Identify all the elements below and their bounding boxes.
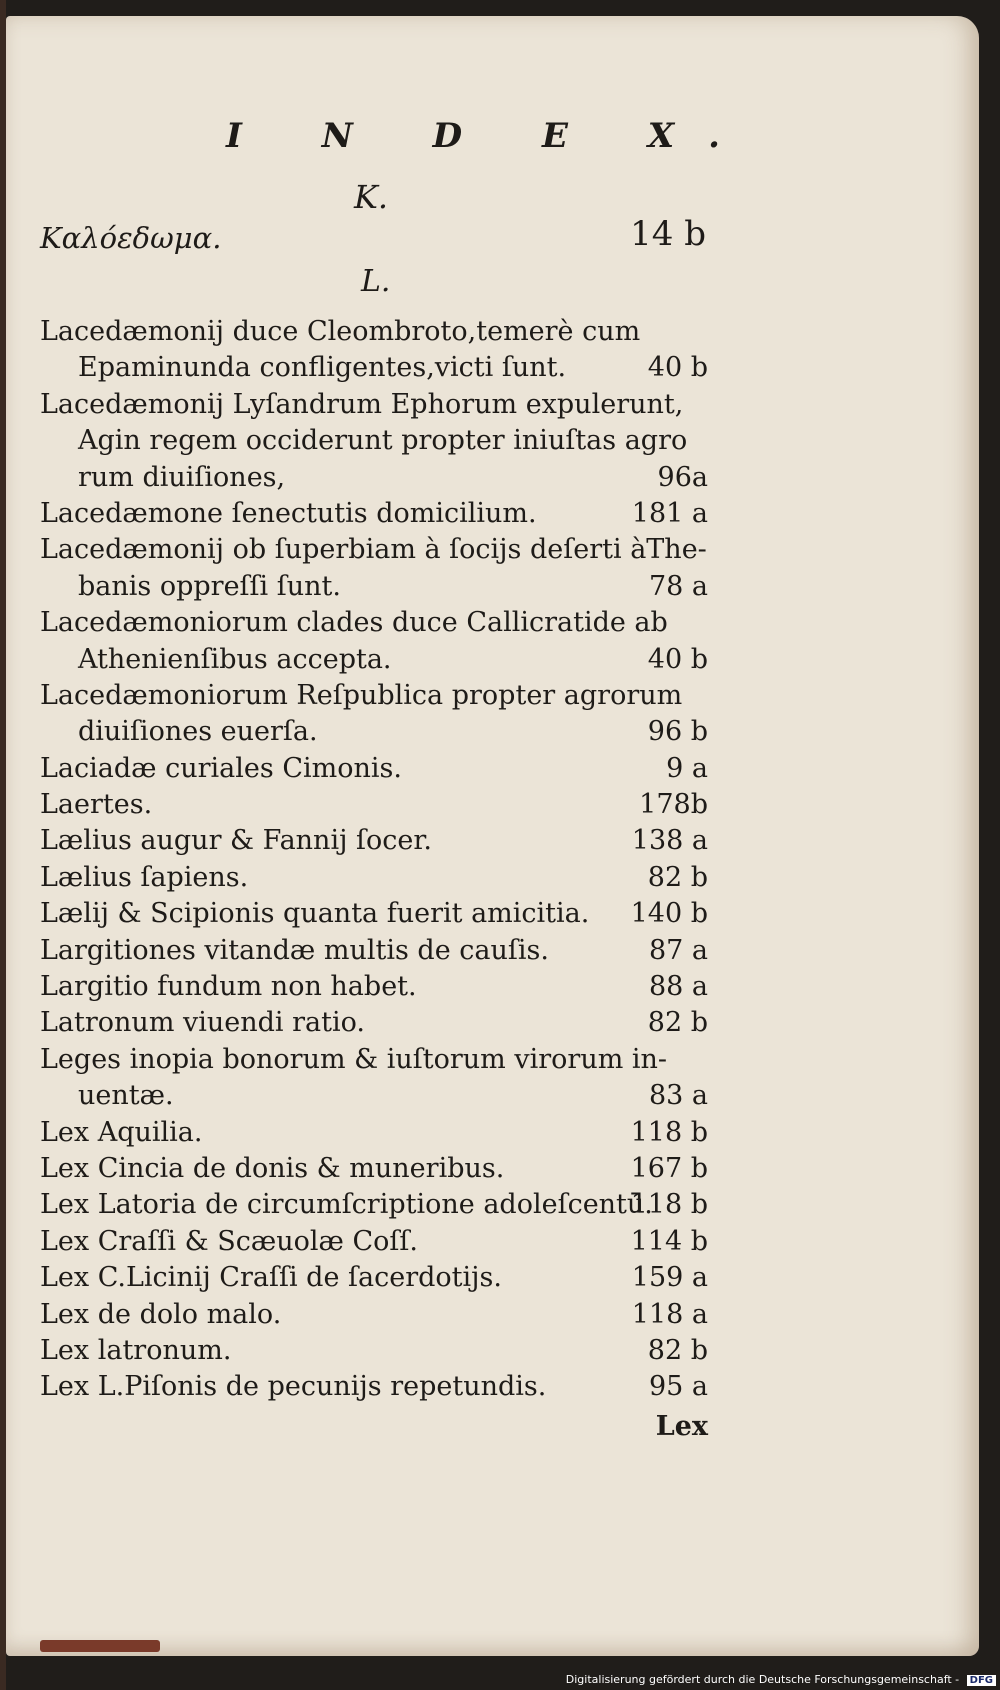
index-line-text: Lælius augur & Fannij ſocer. <box>40 825 432 857</box>
index-line-page: 96a <box>657 461 708 493</box>
index-line <box>40 933 708 969</box>
section-heading-k: K. <box>354 178 389 216</box>
index-line-page: 83 a <box>648 1080 708 1112</box>
index-line <box>40 423 708 459</box>
index-line <box>40 1042 708 1078</box>
index-line <box>40 496 708 532</box>
index-line <box>40 642 708 678</box>
index-line-text: Athenienſibus accepta. <box>78 643 392 675</box>
index-line-text: Lex de dolo malo. <box>40 1298 282 1330</box>
index-line <box>40 860 708 896</box>
index-line-text: banis oppreſſi ſunt. <box>78 570 341 602</box>
index-line <box>40 751 708 787</box>
index-line <box>40 1187 708 1223</box>
index-line-text: Largitiones vitandæ multis de cauſis. <box>40 934 549 966</box>
index-line-text: Lex Cincia de donis & muneribus. <box>40 1152 505 1184</box>
digitization-credit <box>566 1673 996 1686</box>
index-line-text: Laertes. <box>40 789 153 821</box>
index-line <box>40 823 708 859</box>
index-line <box>40 1115 708 1151</box>
index-entries <box>40 314 708 1406</box>
index-line <box>40 350 708 386</box>
index-line-text: Agin regem occiderunt propter iniuſtas agro <box>78 425 688 457</box>
index-line-page: 118 b <box>630 1116 708 1148</box>
greek-entry-text: Καλόεδωμα. <box>40 221 222 255</box>
index-line <box>40 569 708 605</box>
index-line-page: 118 b <box>630 1189 708 1221</box>
index-line-text: Lacedæmonij duce Cleombroto,temerè cum <box>40 316 641 347</box>
index-line-page: 96 b <box>647 716 708 748</box>
index-line-text: Lacedæmone ſenectutis domicilium. <box>40 497 537 529</box>
credit-text: Digitalisierung gefördert durch die Deutsche Forschungsgemeinschaft - <box>565 1673 960 1686</box>
index-line-page: 114 b <box>630 1225 708 1257</box>
index-line-page: 167 b <box>630 1152 708 1184</box>
greek-entry-page: 14 b <box>630 214 706 254</box>
index-line <box>40 1333 708 1369</box>
index-line <box>40 605 708 641</box>
index-line-text: Lacedæmoniorum clades duce Callicratide ab <box>40 607 668 639</box>
index-line <box>40 460 708 496</box>
index-line <box>40 1369 708 1405</box>
index-line-text: Lælij & Scipionis quanta fuerit amicitia. <box>40 898 590 930</box>
index-line-text: Lex C.Licinij Craſſi de ſacerdotijs. <box>40 1262 502 1294</box>
index-line <box>40 1260 708 1296</box>
index-line <box>40 1078 708 1114</box>
index-line-text: Leges inopia bonorum & iuſtorum virorum in- <box>40 1043 668 1075</box>
index-line-page: 40 b <box>647 352 708 384</box>
index-line-page: 118 a <box>631 1298 708 1330</box>
index-line-text: Lælius ſapiens. <box>40 861 249 893</box>
index-line-text: Lex Craſſi & Scæuolæ Coſſ. <box>40 1225 418 1257</box>
index-line-text: Lacedæmoniorum Reſpublica propter agrorum <box>40 679 683 711</box>
index-line <box>40 787 708 823</box>
index-line <box>40 314 708 350</box>
index-line-page: 181 a <box>631 497 708 529</box>
index-line-page: 78 a <box>648 570 708 602</box>
index-line <box>40 1151 708 1187</box>
index-line-page: 82 b <box>647 861 708 893</box>
index-line-text: rum diuiſiones, <box>78 461 286 493</box>
page-edge-mark <box>40 1640 160 1652</box>
index-line <box>40 969 708 1005</box>
index-line-text: diuiſiones euerſa. <box>78 716 318 748</box>
index-line-page: 159 a <box>631 1262 708 1294</box>
index-line <box>40 1224 708 1260</box>
index-line <box>40 1297 708 1333</box>
index-line <box>40 1005 708 1041</box>
index-line-text: Lex L.Piſonis de pecunijs repetundis. <box>40 1371 547 1403</box>
book-page <box>6 16 979 1656</box>
index-line <box>40 387 708 423</box>
index-line-page: 9 a <box>666 752 708 784</box>
index-line <box>40 896 708 932</box>
index-line <box>40 532 708 568</box>
index-line <box>40 678 708 714</box>
index-line-text: Lacedæmonij ob ſuperbiam à ſocijs deſerti àThe- <box>40 534 707 566</box>
index-line-page: 140 b <box>630 898 708 930</box>
dfg-logo: DFG <box>967 1675 996 1686</box>
index-line-text: Lex Aquilia. <box>40 1116 203 1148</box>
index-line-page: 87 a <box>648 934 708 966</box>
index-line-text: Lex latronum. <box>40 1334 232 1366</box>
index-line-page: 82 b <box>647 1334 708 1366</box>
index-line <box>40 714 708 750</box>
index-line-page: 178b <box>639 789 708 821</box>
index-line-page: 95 a <box>648 1371 708 1403</box>
section-heading-l: L. <box>361 264 391 299</box>
page-heading: I N D E X. <box>226 116 754 156</box>
index-line-text: uentæ. <box>78 1080 174 1112</box>
index-line-text: Latronum viuendi ratio. <box>40 1007 366 1039</box>
index-line-page: 40 b <box>647 643 708 675</box>
index-line-text: Laciadæ curiales Cimonis. <box>40 752 402 784</box>
index-line-text: Largitio fundum non habet. <box>40 971 417 1003</box>
index-line-page: 138 a <box>631 825 708 857</box>
catchword: Lex <box>655 1411 708 1442</box>
index-line-text: Lacedæmonij Lyſandrum Ephorum expulerunt, <box>40 388 684 420</box>
index-line-page: 82 b <box>647 1007 708 1039</box>
index-line-text: Lex Latoria de circumſcriptione adoleſcentū. <box>40 1189 653 1221</box>
index-line-page: 88 a <box>648 971 708 1003</box>
index-line-text: Epaminunda confligentes,victi ſunt. <box>78 352 567 384</box>
